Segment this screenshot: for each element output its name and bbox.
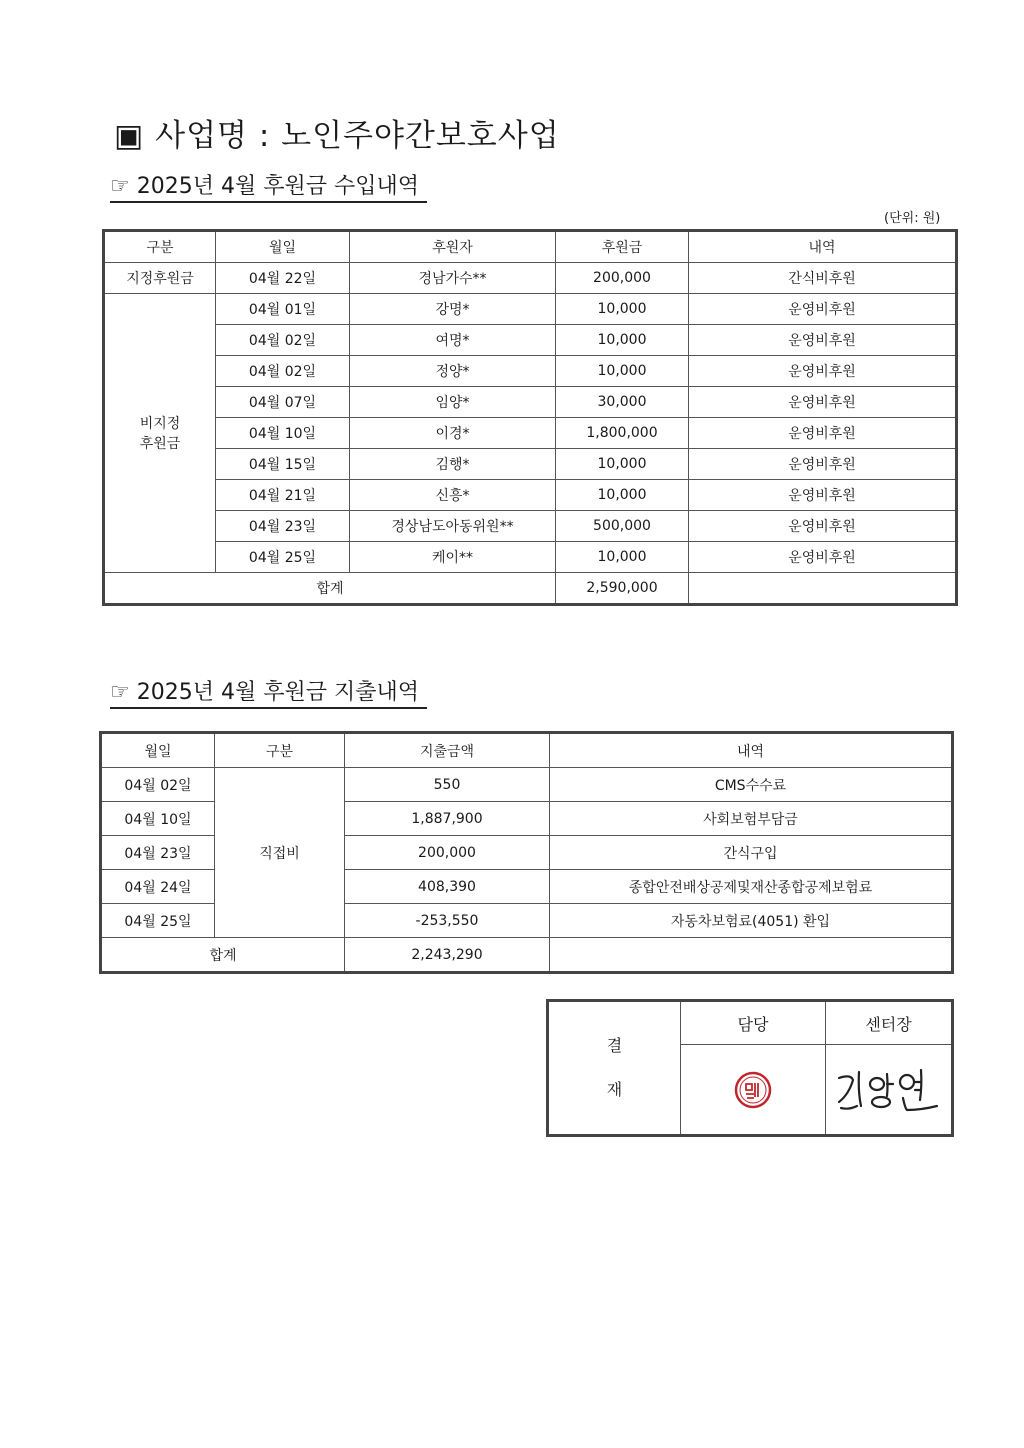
approval-col-staff: 담당 <box>681 1001 826 1045</box>
table-row <box>104 387 957 418</box>
income-heading: ☞ 2025년 4월 후원금 수입내역 <box>110 169 427 203</box>
table-row <box>104 542 957 573</box>
header-cell: 내역 <box>550 733 953 768</box>
header-cell: 후원금 <box>556 231 689 263</box>
unit-note: (단위: 원) <box>884 211 941 226</box>
approval-label <box>548 1001 681 1136</box>
donor-cell: 케이** <box>350 542 556 573</box>
donor-cell: 정양* <box>350 356 556 387</box>
amount-cell: 200,000 <box>345 836 550 870</box>
donor-cell: 경상남도아동위원** <box>350 511 556 542</box>
date-cell: 04월 01일 <box>216 294 350 325</box>
table-row <box>104 325 957 356</box>
note-cell: CMS수수료 <box>550 768 953 802</box>
amount-cell: 1,800,000 <box>556 418 689 449</box>
amount-cell: -253,550 <box>345 904 550 938</box>
amount-cell: 1,887,900 <box>345 802 550 836</box>
staff-seal-cell <box>681 1045 826 1136</box>
amount-cell: 10,000 <box>556 449 689 480</box>
amount-cell: 10,000 <box>556 480 689 511</box>
total-label: 합계 <box>101 938 345 973</box>
date-cell: 04월 02일 <box>101 768 215 802</box>
amount-cell: 10,000 <box>556 294 689 325</box>
table-row <box>104 356 957 387</box>
table-row <box>104 418 957 449</box>
category-cell: 지정후원금 <box>104 263 216 294</box>
donor-cell: 이경* <box>350 418 556 449</box>
table-row <box>104 511 957 542</box>
date-cell: 04월 15일 <box>216 449 350 480</box>
header-cell: 지출금액 <box>345 733 550 768</box>
donor-cell: 김행* <box>350 449 556 480</box>
note-cell: 운영비후원 <box>689 325 957 356</box>
date-cell: 04월 02일 <box>216 325 350 356</box>
approval-col-director: 센터장 <box>826 1001 953 1045</box>
amount-cell: 200,000 <box>556 263 689 294</box>
header-cell: 구분 <box>104 231 216 263</box>
note-cell: 운영비후원 <box>689 480 957 511</box>
total-amount: 2,243,290 <box>345 938 550 973</box>
note-cell: 운영비후원 <box>689 511 957 542</box>
approval-label-top: 결 <box>606 1036 623 1055</box>
date-cell: 04월 23일 <box>216 511 350 542</box>
amount-cell: 10,000 <box>556 542 689 573</box>
date-cell: 04월 25일 <box>216 542 350 573</box>
note-cell: 간식구입 <box>550 836 953 870</box>
amount-cell: 10,000 <box>556 325 689 356</box>
red-seal-stamp-icon <box>733 1070 773 1110</box>
category-cell: 비지정 후원금 <box>104 294 216 573</box>
header-cell: 월일 <box>101 733 215 768</box>
director-signature <box>831 1062 947 1118</box>
amount-cell: 30,000 <box>556 387 689 418</box>
category-cell: 직접비 <box>215 768 345 938</box>
date-cell: 04월 10일 <box>101 802 215 836</box>
amount-cell: 10,000 <box>556 356 689 387</box>
date-cell: 04월 21일 <box>216 480 350 511</box>
note-cell: 운영비후원 <box>689 449 957 480</box>
note-cell: 자동차보험료(4051) 환입 <box>550 904 953 938</box>
date-cell: 04월 25일 <box>101 904 215 938</box>
date-cell: 04월 23일 <box>101 836 215 870</box>
total-label: 합계 <box>104 573 556 605</box>
director-signature-cell <box>826 1045 953 1136</box>
date-cell: 04월 02일 <box>216 356 350 387</box>
donor-cell: 여명* <box>350 325 556 356</box>
note-cell: 운영비후원 <box>689 387 957 418</box>
total-amount: 2,590,000 <box>556 573 689 605</box>
note-cell: 운영비후원 <box>689 418 957 449</box>
table-header-row <box>104 231 957 263</box>
income-table <box>102 229 958 606</box>
table-row <box>101 768 953 802</box>
note-cell: 종합안전배상공제및재산종합공제보험료 <box>550 870 953 904</box>
header-cell: 월일 <box>216 231 350 263</box>
note-cell: 간식비후원 <box>689 263 957 294</box>
approval-label-bottom: 재 <box>606 1080 623 1099</box>
expense-heading: ☞ 2025년 4월 후원금 지출내역 <box>110 675 427 709</box>
donor-cell: 강명* <box>350 294 556 325</box>
table-row <box>104 294 957 325</box>
page-title: ▣ 사업명 : 노인주야간보호사업 <box>114 118 560 154</box>
donor-cell: 임양* <box>350 387 556 418</box>
date-cell: 04월 07일 <box>216 387 350 418</box>
donor-cell: 경남가수** <box>350 263 556 294</box>
total-row <box>104 573 957 605</box>
total-note <box>689 573 957 605</box>
note-cell: 운영비후원 <box>689 356 957 387</box>
note-cell: 운영비후원 <box>689 294 957 325</box>
total-note <box>550 938 953 973</box>
header-cell: 구분 <box>215 733 345 768</box>
approval-box <box>546 999 954 1137</box>
table-header-row <box>101 733 953 768</box>
date-cell: 04월 24일 <box>101 870 215 904</box>
header-cell: 후원자 <box>350 231 556 263</box>
amount-cell: 500,000 <box>556 511 689 542</box>
amount-cell: 408,390 <box>345 870 550 904</box>
table-row <box>104 263 957 294</box>
note-cell: 운영비후원 <box>689 542 957 573</box>
table-row <box>104 449 957 480</box>
date-cell: 04월 10일 <box>216 418 350 449</box>
note-cell: 사회보험부담금 <box>550 802 953 836</box>
table-row <box>104 480 957 511</box>
total-row <box>101 938 953 973</box>
amount-cell: 550 <box>345 768 550 802</box>
donor-cell: 신흥* <box>350 480 556 511</box>
expense-table <box>99 731 954 974</box>
date-cell: 04월 22일 <box>216 263 350 294</box>
header-cell: 내역 <box>689 231 957 263</box>
